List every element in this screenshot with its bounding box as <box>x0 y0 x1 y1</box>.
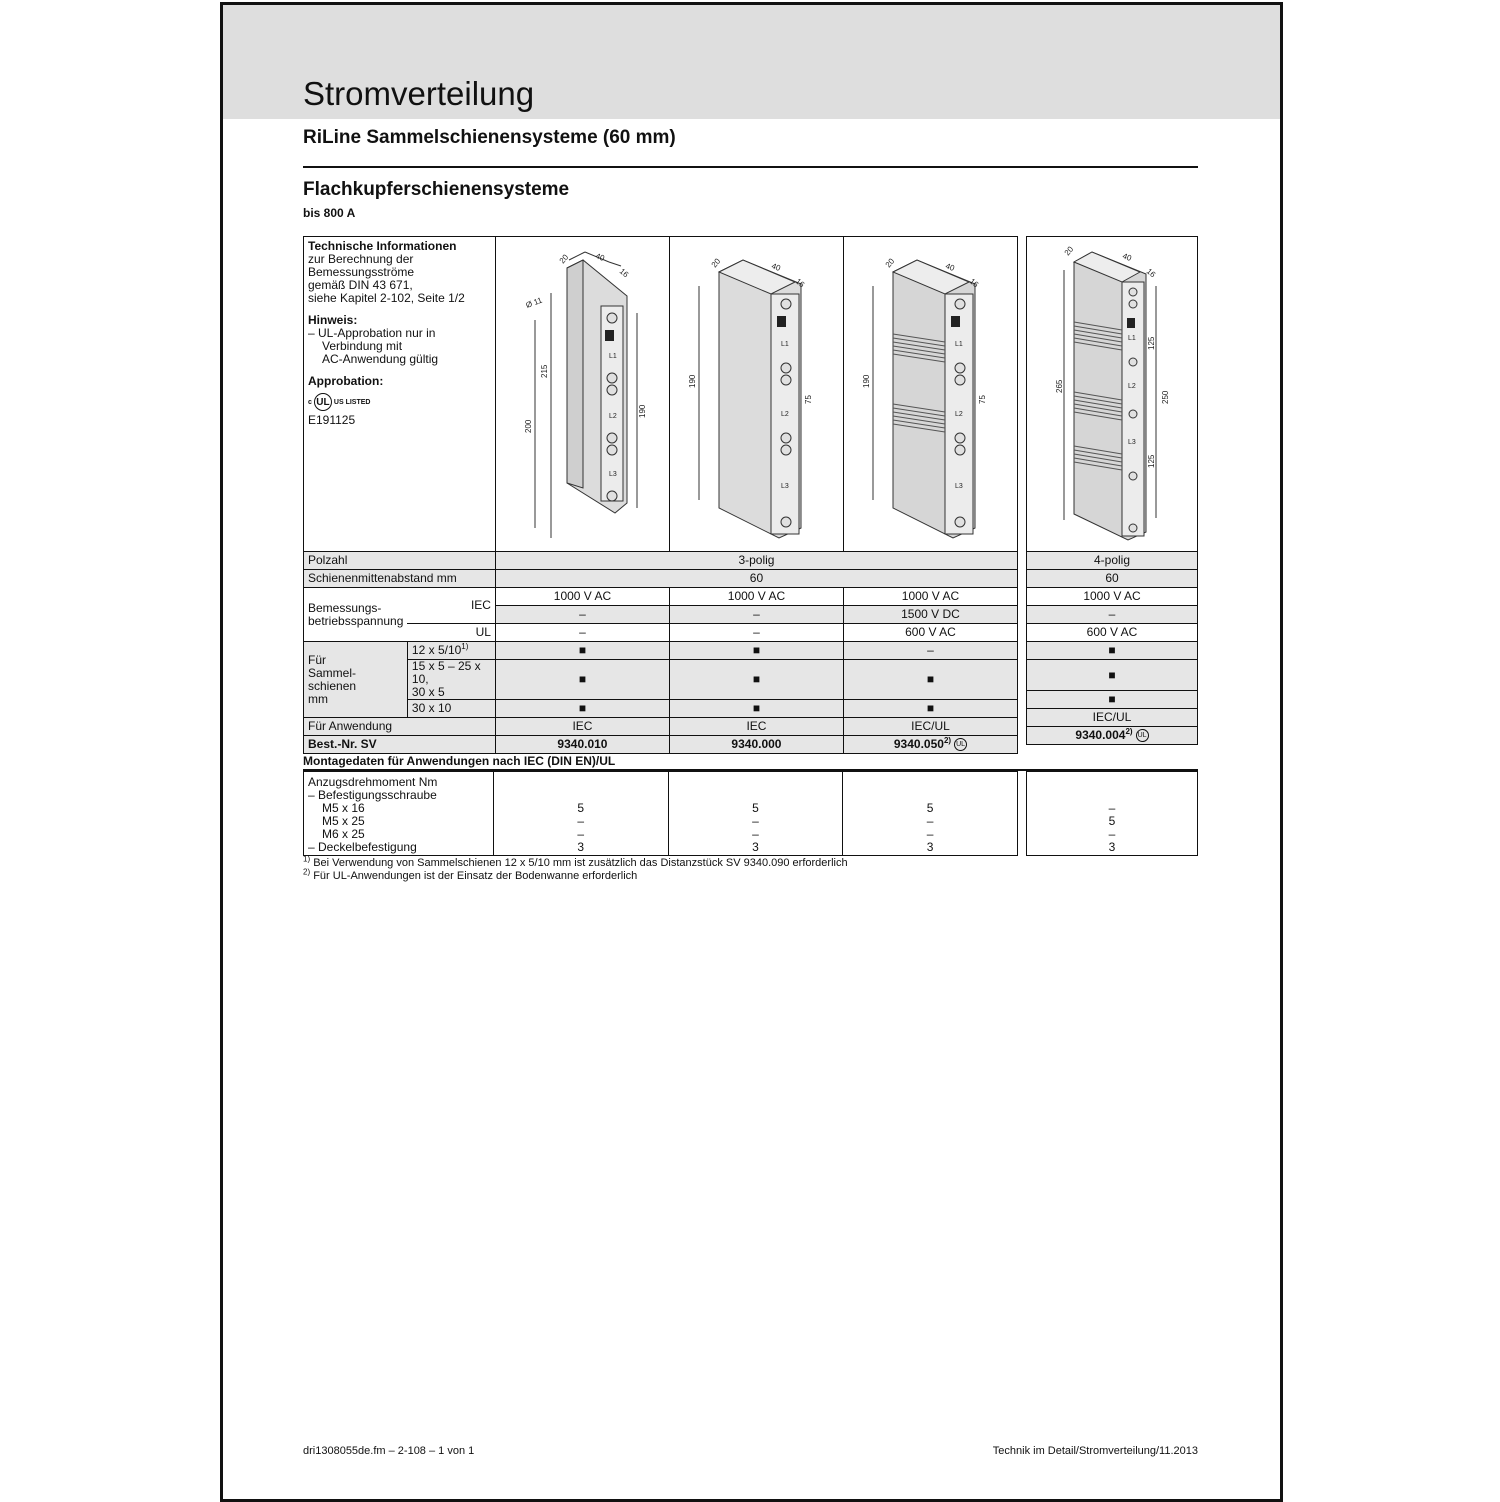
row-anwendung: Für Anwendung IEC IEC IEC/UL <box>304 718 1018 736</box>
dim-label: 20 <box>884 256 897 269</box>
row-spannung-ul-4: 600 V AC <box>1027 624 1198 642</box>
row-bestnr-4: 9340.004$^{2)}$ UL <box>1027 727 1198 745</box>
phase-label: L2 <box>781 410 790 418</box>
row-sammel-3-4: ■ <box>1027 691 1198 709</box>
dim-label: Ø 11 <box>525 295 544 310</box>
info-line: Bemessungsströme <box>308 265 415 279</box>
montage-heading: Montagedaten für Anwendungen nach IEC (DIN EN)/UL <box>303 754 616 768</box>
drawing-cell-9340000 <box>669 237 843 552</box>
section-subtitle: bis 800 A <box>303 206 356 220</box>
row-polzahl-4: 4-polig <box>1027 552 1198 570</box>
row-polzahl: Polzahl 3-polig <box>304 552 1018 570</box>
page-title: Stromverteilung <box>303 75 535 112</box>
row-bestnr: Best.-Nr. SV 9340.010 9340.000 9340.050$^{2)}$ UL <box>304 736 1018 754</box>
approval-number: E191125 <box>308 413 356 427</box>
row-sammel-2: 15 x 5 – 25 x 10, 30 x 5 ■ ■ ■ <box>304 660 1018 700</box>
dim-label: 200 <box>524 419 534 433</box>
dim-label: 20 <box>1062 244 1076 257</box>
dim-label: 215 <box>540 364 550 378</box>
hint-line: AC-Anwendung gültig <box>322 352 439 366</box>
phase-label: L3 <box>609 470 618 478</box>
row-schienenabstand-4: 60 <box>1027 570 1198 588</box>
ul-icon: UL <box>1136 729 1149 742</box>
page-subtitle: RiLine Sammelschienensysteme (60 mm) <box>303 127 676 148</box>
row-spannung-ul: UL – – 600 V AC <box>304 624 1018 642</box>
row-spannung-iec-dc: – – 1500 V DC <box>304 606 1018 624</box>
dim-label: 265 <box>1055 379 1064 393</box>
row-sammel-2-4: ■ <box>1027 660 1198 691</box>
section-title: Flachkupferschienensysteme <box>303 179 570 200</box>
footer-chapter-reference: Technik im Detail/Stromverteilung/11.2013 <box>992 1445 1198 1457</box>
spec-table-4pole <box>1026 236 1198 745</box>
dim-label: 125 <box>1147 336 1156 350</box>
hint-line: Verbindung mit <box>322 339 403 353</box>
drawing-cell-9340004 <box>1027 237 1198 552</box>
montage-labels: Anzugsdrehmoment Nm – Befestigungsschraube M5 x 16 M5 x 25 M6 x 25 – Deckelbefestigung <box>304 772 494 856</box>
phase-label: L2 <box>1128 382 1136 390</box>
info-heading: Technische Informationen <box>308 239 457 253</box>
row-spannung-iec-ac-4: 1000 V AC <box>1027 588 1198 606</box>
footer-file-reference: dri1308055de.fm – 2-108 – 1 von 1 <box>303 1445 475 1457</box>
phase-label: L2 <box>955 410 964 418</box>
busbar-support-drawing-1 <box>497 238 667 548</box>
info-line: zur Berechnung der <box>308 252 414 266</box>
drawing-cell-9340010 <box>495 237 669 552</box>
busbar-support-drawing-4 <box>1028 238 1196 548</box>
montage-values-9340050: 5 – – 3 <box>843 772 1018 856</box>
montage-values-9340010: 5 – – 3 <box>493 772 668 856</box>
dim-label: 40 <box>944 260 957 273</box>
phase-label: L1 <box>955 340 964 348</box>
dim-label: 40 <box>594 250 607 263</box>
row-sammel-1-4: ■ <box>1027 642 1198 660</box>
phase-label: L1 <box>781 340 790 348</box>
dim-label: 75 <box>804 394 814 404</box>
dim-label: 40 <box>770 260 783 273</box>
dim-label: 16 <box>794 276 807 289</box>
row-sammel-1: Für Sammel- schienen mm 12 x 5/10$^{1)}$ ■ ■ – <box>304 642 1018 660</box>
phase-label: L2 <box>609 412 618 420</box>
dim-label: 190 <box>688 374 698 388</box>
busbar-support-drawing-3 <box>845 238 1015 548</box>
row-sammel-3: 30 x 10 ■ ■ ■ <box>304 700 1018 718</box>
montage-values-9340000: 5 – – 3 <box>668 772 843 856</box>
technical-info-cell <box>304 237 496 552</box>
busbar-support-drawing-2 <box>671 238 841 548</box>
row-spannung-iec-ac: Bemessungs- betriebsspannung IEC 1000 V AC 1000 V AC 1000 V AC <box>304 588 1018 606</box>
dim-label: 16 <box>1144 266 1158 279</box>
dim-label: 190 <box>862 374 872 388</box>
phase-label: L3 <box>781 482 790 490</box>
montage-table <box>303 771 1018 856</box>
row-spannung-iec-dc-4: – <box>1027 606 1198 624</box>
info-line: gemäß DIN 43 671, <box>308 278 413 292</box>
phase-label: L1 <box>1128 334 1136 342</box>
footnote-1: $^{1)}$ Bei Verwendung von Sammelschienen 12 x 5/10 mm ist zusätzlich das Distanzstück SV 9340.090 erforderlich <box>303 854 848 869</box>
dim-label: 16 <box>968 276 981 289</box>
dim-label: 20 <box>710 256 723 269</box>
phase-label: L3 <box>1128 438 1136 446</box>
footnote-2: $^{2)}$ Für UL-Anwendungen ist der Einsatz der Bodenwanne erforderlich <box>303 867 638 882</box>
ul-icon: UL <box>954 738 967 751</box>
phase-label: L3 <box>955 482 964 490</box>
header-rule <box>303 166 1198 168</box>
dim-label: 190 <box>638 404 648 418</box>
dim-label: 125 <box>1147 454 1156 468</box>
dim-label: 75 <box>978 394 988 404</box>
document-page <box>220 2 1283 1502</box>
phase-label: L1 <box>609 352 618 360</box>
dim-label: 20 <box>558 252 571 265</box>
drawing-cell-9340050 <box>843 237 1017 552</box>
row-schienenabstand: Schienenmittenabstand mm 60 <box>304 570 1018 588</box>
info-line: siehe Kapitel 2-102, Seite 1/2 <box>308 291 465 305</box>
approval-heading: Approbation: <box>308 374 384 388</box>
ul-listed-icon: c UL US LISTED <box>308 393 370 411</box>
montage-table-4pole <box>1026 771 1198 856</box>
hint-line: – UL-Approbation nur in <box>308 326 436 340</box>
dim-label: 40 <box>1121 250 1133 263</box>
row-anwendung-4: IEC/UL <box>1027 709 1198 727</box>
hint-heading: Hinweis: <box>308 313 358 327</box>
montage-values-9340004: – 5 – 3 <box>1027 772 1198 856</box>
dim-label: 250 <box>1161 390 1170 404</box>
spec-table-3pole <box>303 236 1018 754</box>
dim-label: 16 <box>618 266 631 279</box>
